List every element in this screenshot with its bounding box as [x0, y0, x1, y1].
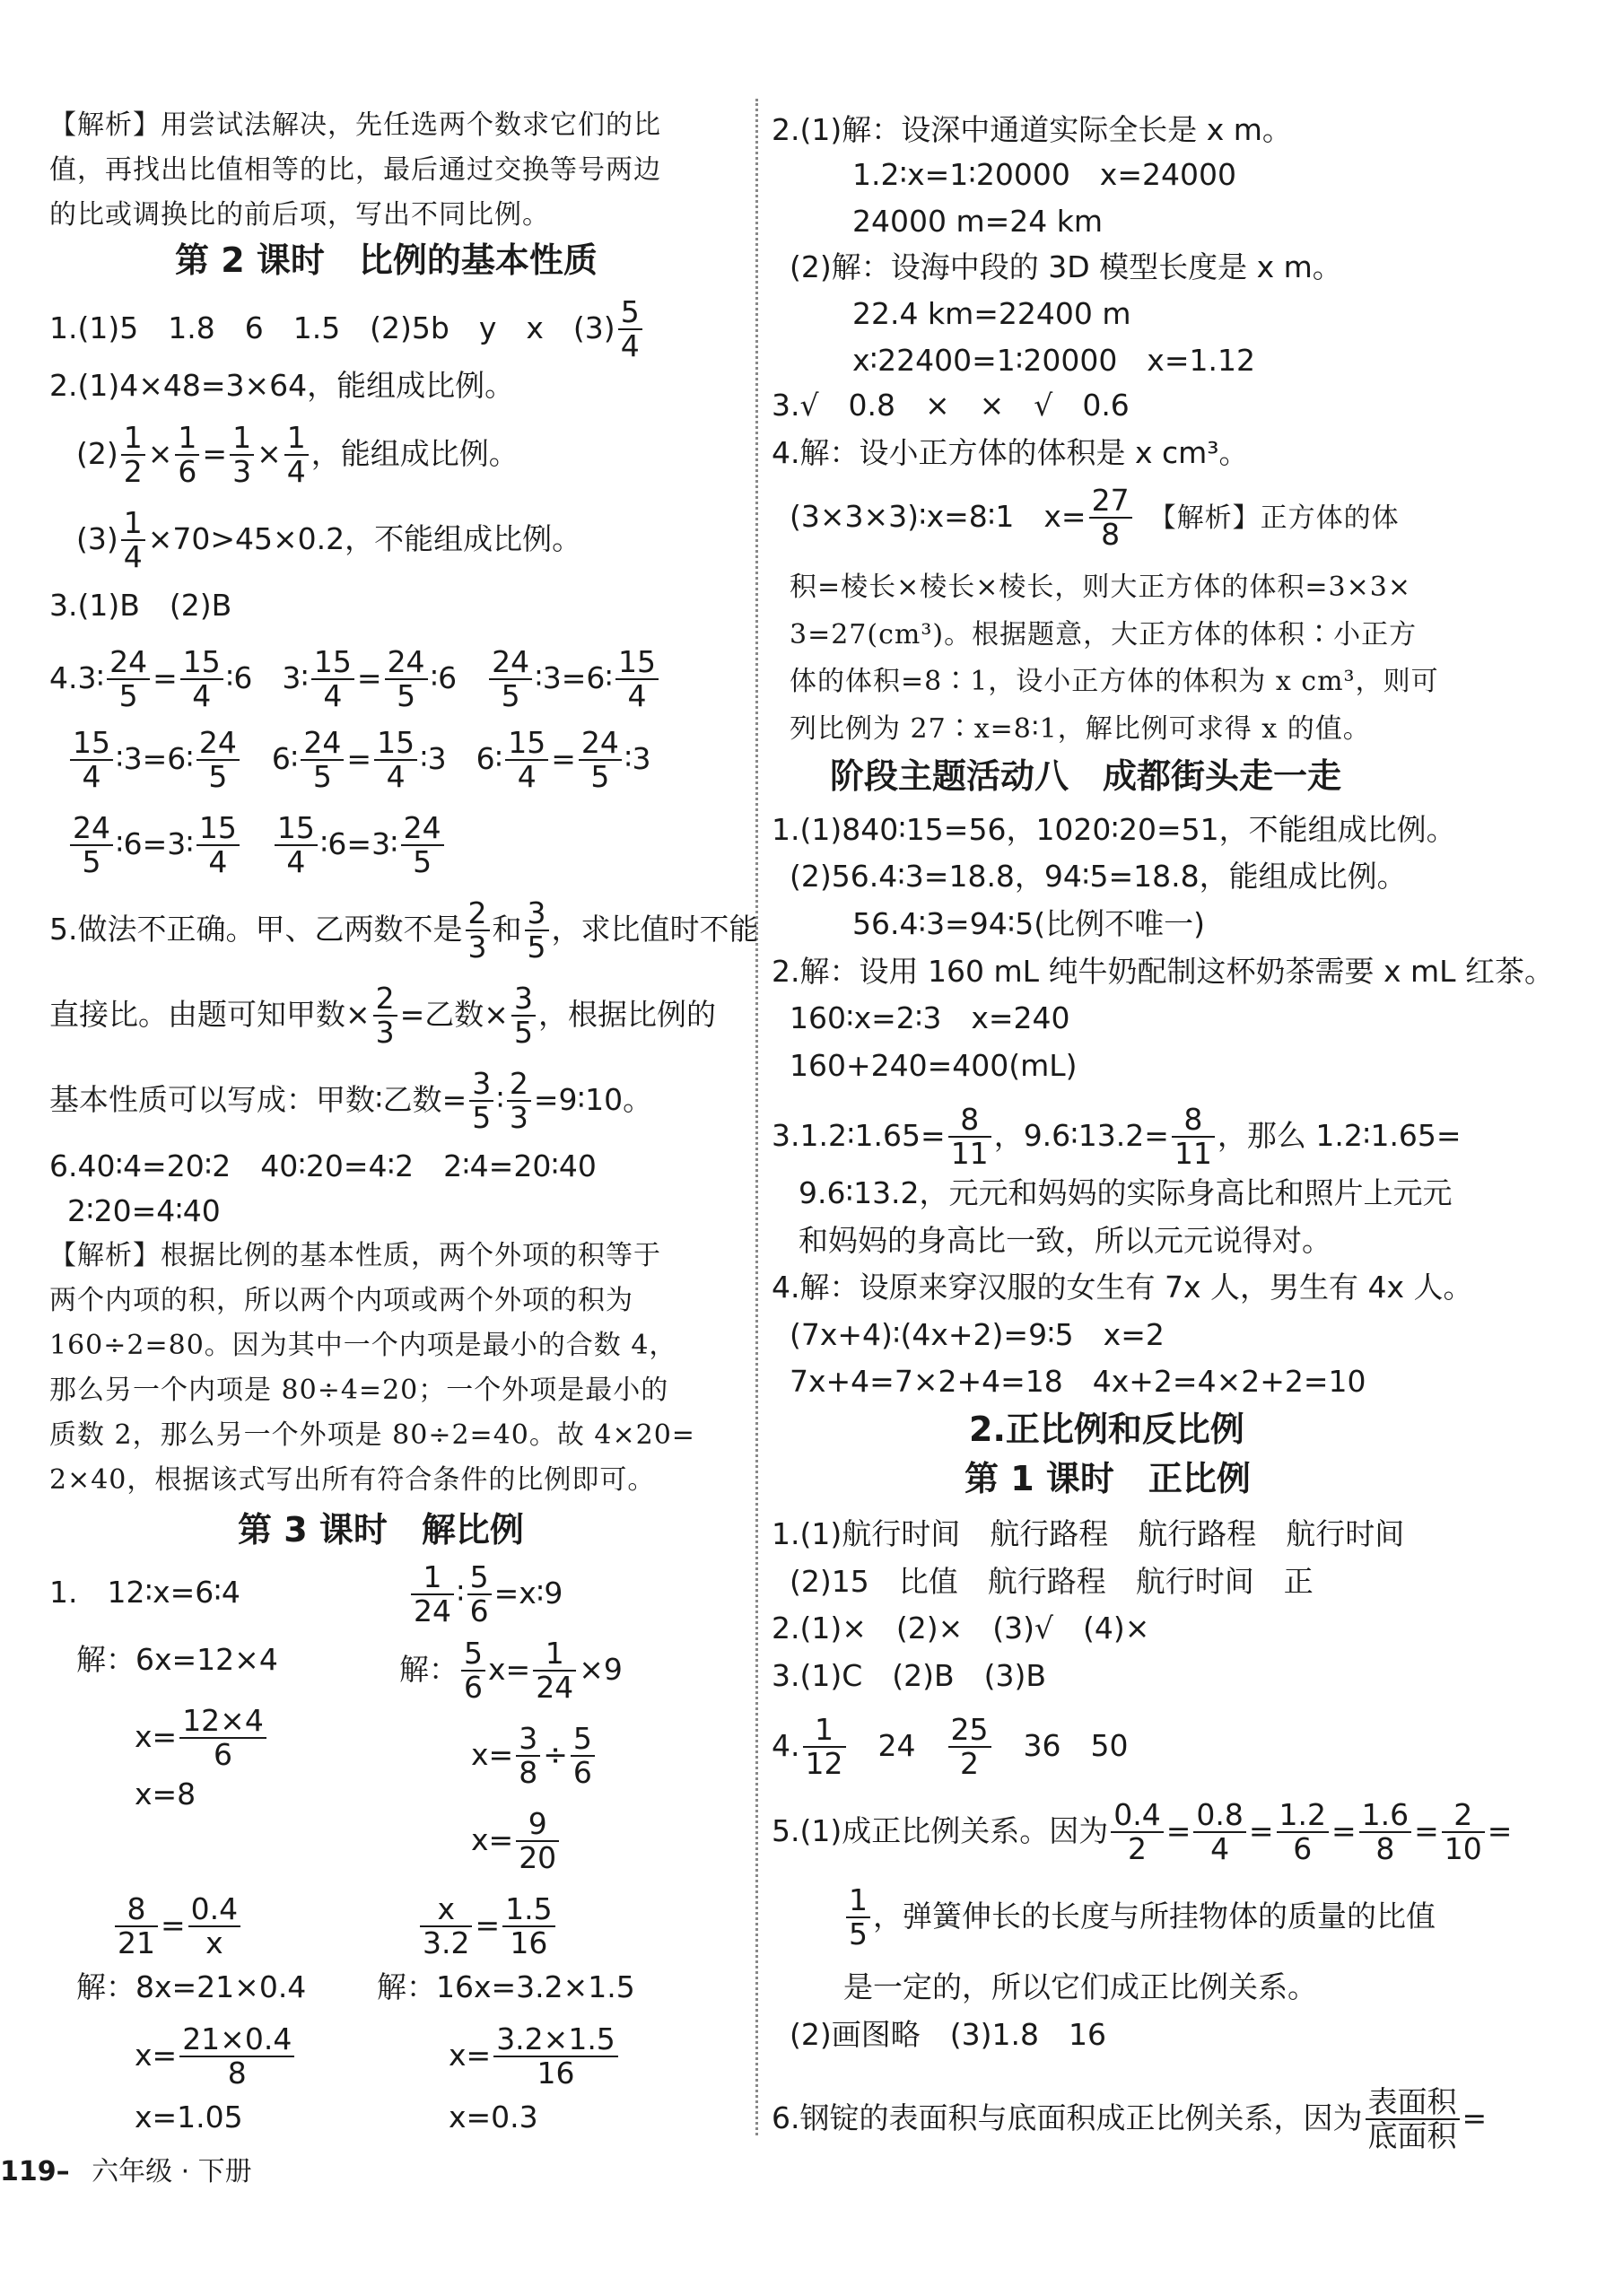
page-footer [0, 2149, 252, 2188]
answer-line: x∶22400=1∶20000 x=1.12 [852, 343, 1255, 378]
answer-line: 7x+4=7×2+4=18 4x+2=4×2+2=10 [790, 1364, 1366, 1399]
answer-2a: 2.(1)4×48=3×64，能组成比例。 [49, 368, 515, 403]
answer-4-row2: $\frac{15}{4}$ ∶3=6∶ $\frac{24}{5}$ 6∶ $\frac{24}{5}$ = $\frac{15}{4}$ ∶3 6∶ $\frac{15}{4}$ = $\frac{24}{5}$ ∶3 [67, 727, 651, 794]
solve-1-step: x= $\frac{12\times 4}{6}$ [135, 1705, 269, 1772]
answer-line: 160+240=400(mL) [790, 1048, 1078, 1083]
solve-4-step: x= $\frac{3.2\times 1.5}{16}$ [449, 2023, 621, 2091]
analysis-line: 体的体积=8∶1，设小正方体的体积为 x cm³，则可 [790, 666, 1439, 697]
answer-line: (7x+4)∶(4x+2)=9∶5 x=2 [790, 1317, 1165, 1352]
answer-6a: 6.40∶4=20∶2 40∶20=4∶2 2∶4=20∶40 [49, 1148, 597, 1183]
answer-line: 1.(1)航行时间 航行路程 航行路程 航行时间 [772, 1516, 1405, 1551]
analysis-line: 列比例为 27∶x=8∶1，解比例可求得 x 的值。 [790, 713, 1371, 745]
answer-line: (2)画图略 (3)1.8 16 [790, 2017, 1106, 2052]
answer-text: 1.(1)5 1.8 6 1.5 (2)5b y x (3) [49, 310, 615, 345]
answer-line: 56.4∶3=94∶5(比例不唯一) [852, 906, 1206, 941]
section-title: 阶段主题活动八 成都街头走一走 [830, 756, 1342, 796]
solve-2: $\frac{1}{24}$ ∶ $\frac{5}{6}$ =x∶9 [408, 1561, 563, 1628]
subsection-title: 第 1 课时 正比例 [964, 1459, 1251, 1498]
grade-label: 六年级 · 下册 [92, 2156, 252, 2187]
answer-line: (3×3×3)∶x=8∶1 x= $\frac{27}{8}$ 【解析】正方体的体 [790, 483, 1400, 553]
solve-4-result: x=0.3 [449, 2100, 538, 2134]
solve-1: 1. 12∶x=6∶4 [49, 1575, 240, 1610]
section-title: 第 2 课时 比例的基本性质 [175, 240, 598, 280]
analysis-line: 那么另一个内项是 80÷4=20；一个外项是最小的 [49, 1375, 669, 1406]
answer-line: 是一定的，所以它们成正比例关系。 [843, 1969, 1317, 2004]
analysis-line: 质数 2，那么另一个外项是 80÷2=40。故 4×20= [49, 1419, 695, 1451]
fraction: $\frac{5}{4}$ [618, 296, 642, 363]
answer-5-line2: 直接比。由题可知甲数× $\frac{2}{3}$ =乙数× $\frac{3}{5}$ ，根据比例的 [49, 981, 716, 1051]
solve-4: $\frac{x}{3.2}$ = $\frac{1.5}{16}$ [417, 1893, 558, 1960]
answer-4-row3: $\frac{24}{5}$ ∶6=3∶ $\frac{15}{4}$ $\frac{15}{4}$ ∶6=3∶ $\frac{24}{5}$ [67, 812, 447, 879]
answer-5-line1: 5.做法不正确。甲、乙两数不是 $\frac{2}{3}$ 和 $\frac{3}{5}$ ，求比值时不能 [49, 895, 759, 965]
answer-line: $\frac{1}{5}$ ，弹簧伸长的长度与所挂物体的质量的比值 [843, 1884, 1436, 1951]
solve-1-step: 解：6x=12×4 [76, 1642, 278, 1677]
solve-2-step: x= $\frac{3}{8}$ ÷ $\frac{5}{6}$ [471, 1723, 598, 1790]
analysis-line: 【解析】根据比例的基本性质，两个外项的积等于 [49, 1240, 661, 1271]
solve-2-result: x= $\frac{9}{20}$ [471, 1808, 562, 1875]
answer-line: 5.(1)成正比例关系。因为 $\frac{0.4}{2}$ = $\frac{0.8}{4}$ = $\frac{1.2}{6}$ = $\frac{1.6}{8}$ = $\frac{2}{10}$ = [772, 1797, 1513, 1867]
analysis-line: 的比或调换比的前后项，写出不同比例。 [49, 199, 550, 231]
answer-2b: (2) $\frac{1}{2}$ × $\frac{1}{6}$ = $\frac{1}{3}$ × $\frac{1}{4}$ ，能组成比例。 [76, 420, 519, 490]
analysis-line: 160÷2=80。因为其中一个内项是最小的合数 4， [49, 1330, 677, 1361]
solve-4-step: 解：16x=3.2×1.5 [377, 1969, 635, 2004]
answer-line: 24000 m=24 km [852, 204, 1104, 239]
analysis-line: 3=27(cm³)。根据题意，大正方体的体积∶小正方 [790, 619, 1418, 650]
answer-line: 6.钢锭的表面积与底面积成正比例关系，因为 $\frac{\text{表面积}}{\text{底面积}}$ = [772, 2084, 1488, 2154]
analysis-line: 值，再找出比值相等的比，最后通过交换等号两边 [49, 154, 661, 186]
solve-1-result: x=8 [135, 1777, 196, 1811]
answer-line: 和妈妈的身高比一致，所以元元说得对。 [799, 1223, 1331, 1258]
solve-2-step: 解： $\frac{5}{6}$ x= $\frac{1}{24}$ ×9 [399, 1636, 623, 1706]
answer-line: 2.(1)× (2)× (3)√ (4)× [772, 1611, 1150, 1646]
answer-line: 2.解：设用 160 mL 纯牛奶配制这杯奶茶需要 x mL 红茶。 [772, 954, 1555, 989]
answer-4-row1: 4.3∶ $\frac{24}{5}$ = $\frac{15}{4}$ ∶6 3∶ $\frac{15}{4}$ = $\frac{24}{5}$ ∶6 $\frac{24}{5}$ ∶3=6∶ $\frac{15}{4}$ [49, 646, 661, 713]
answer-line: 4.解：设原来穿汉服的女生有 7x 人，男生有 4x 人。 [772, 1270, 1473, 1305]
answer-line: 4.解：设小正方体的体积是 x cm³。 [772, 435, 1249, 470]
answer-line: 4. $\frac{1}{12}$ 24 $\frac{25}{2}$ 36 50 [772, 1712, 1129, 1782]
analysis-line: 积=棱长×棱长×棱长，则大正方体的体积=3×3× [790, 572, 1411, 603]
answer-5-line3: 基本性质可以写成：甲数∶乙数= $\frac{3}{5}$ ∶ $\frac{2}{3}$ =9∶10。 [49, 1066, 653, 1136]
answer-line: 1.2∶x=1∶20000 x=24000 [852, 157, 1236, 192]
solve-3-step: 解：8x=21×0.4 [76, 1969, 307, 2004]
answer-2c: (3) $\frac{1}{4}$ ×70>45×0.2，不能组成比例。 [76, 505, 582, 575]
answer-line: 2.(1)解：设深中通道实际全长是 x m。 [772, 112, 1292, 147]
section-title: 第 3 课时 解比例 [238, 1510, 524, 1550]
solve-3-result: x=1.05 [135, 2100, 243, 2134]
page-number: 119– [0, 2156, 70, 2187]
answer-line: 160∶x=2∶3 x=240 [790, 1000, 1070, 1035]
column-divider [755, 99, 758, 2135]
analysis-line: 【解析】用尝试法解决，先任选两个数求它们的比 [49, 109, 661, 141]
answer-line: (2)56.4∶3=18.8，94∶5=18.8，能组成比例。 [790, 859, 1407, 894]
solve-3-step: x= $\frac{21\times 0.4}{8}$ [135, 2023, 297, 2091]
answer-1 [49, 296, 645, 363]
analysis-line: 2×40，根据该式写出所有符合条件的比例即可。 [49, 1464, 656, 1496]
answer-line: 22.4 km=22400 m [852, 296, 1131, 331]
answer-line: 3.1.2∶1.65= $\frac{8}{11}$ ，9.6∶13.2= $\frac{8}{11}$ ，那么 1.2∶1.65= [772, 1102, 1462, 1172]
section-title: 2.正比例和反比例 [969, 1410, 1244, 1449]
answer-line: (2)15 比值 航行路程 航行时间 正 [790, 1564, 1314, 1599]
analysis-line: 两个内项的积，所以两个内项或两个外项的积为 [49, 1285, 633, 1316]
answer-line: 9.6∶13.2，元元和妈妈的实际身高比和照片上元元 [799, 1175, 1453, 1210]
answer-line: 1.(1)840∶15=56，1020∶20=51，不能组成比例。 [772, 812, 1456, 847]
answer-line: 3.(1)C (2)B (3)B [772, 1658, 1047, 1693]
answer-3: 3.(1)B (2)B [49, 588, 232, 623]
answer-line: 3.√ 0.8 × × √ 0.6 [772, 388, 1130, 423]
answer-6b: 2∶20=4∶40 [67, 1193, 221, 1228]
solve-3: $\frac{8}{21}$ = $\frac{0.4}{x}$ [112, 1893, 243, 1960]
answer-line: (2)解：设海中段的 3D 模型长度是 x m。 [790, 249, 1342, 284]
